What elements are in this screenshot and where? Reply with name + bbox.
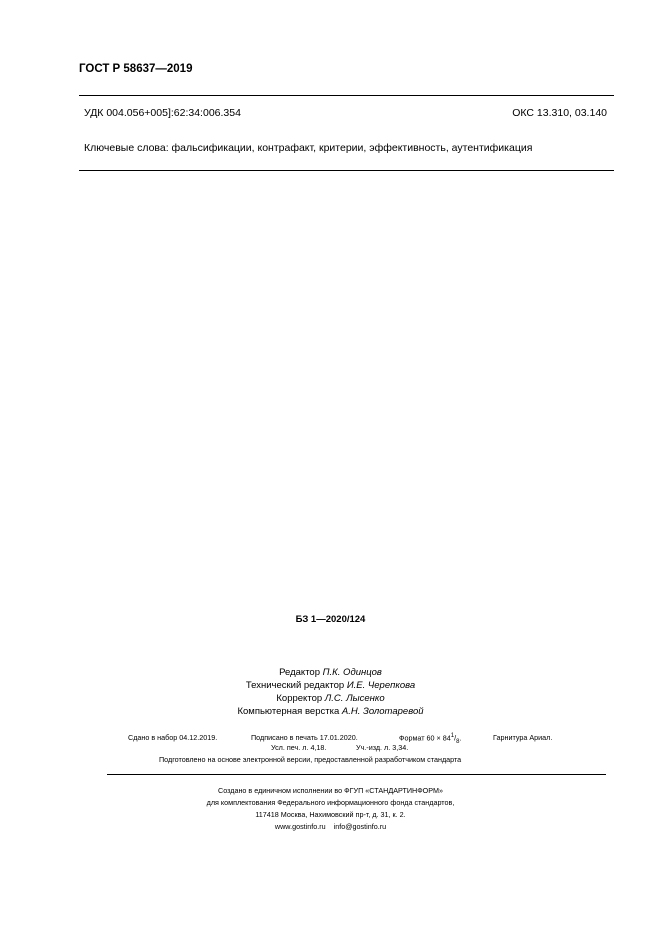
format-numerator: 1: [450, 733, 455, 739]
credit-name: А.Н. Золотаревой: [341, 706, 424, 717]
contacts-line: [0, 821, 661, 833]
credit-role: Компьютерная верстка: [237, 706, 340, 717]
oks-code: ОКС 13.310, 03.140: [512, 107, 607, 119]
email-link[interactable]: info@gostinfo.ru: [333, 822, 387, 831]
website-link[interactable]: www.gostinfo.ru: [274, 822, 326, 831]
credit-name: И.Е. Черепкова: [346, 680, 416, 691]
credits-block: [0, 666, 661, 718]
created-block: [0, 785, 661, 833]
credit-name: П.К. Одинцов: [322, 667, 382, 678]
udk-code: УДК 004.056+005]:62:34:006.354: [84, 107, 241, 119]
credit-layout: [0, 705, 661, 718]
created-line: Создано в единичном исполнении во ФГУП «СТАНДАРТИНФОРМ»: [218, 786, 443, 795]
top-divider: [79, 95, 614, 96]
pub-typeface: Гарнитура Ариал.: [493, 733, 553, 742]
footer-divider: [107, 774, 606, 775]
keywords: Ключевые слова: фальсификации, контрафакт, критерии, эффективность, аутентификация: [84, 142, 533, 154]
credit-role: Технический редактор: [245, 680, 345, 691]
credit-editor: [0, 666, 661, 679]
keywords-divider: [79, 170, 614, 171]
pub-format: Формат $60 \times 84^1/_8$.: [399, 733, 462, 745]
format-suffix: .: [459, 733, 462, 743]
pub-submitted: Сдано в набор 04.12.2019.: [128, 733, 218, 742]
pub-print-sheets: Усл. печ. л. 4,18.: [271, 743, 327, 752]
format-prefix: Формат 60 × 84: [399, 733, 451, 743]
standard-code: ГОСТ Р 58637—2019: [79, 63, 193, 75]
bz-number: БЗ 1—2020/124: [295, 614, 366, 625]
credit-corrector: [0, 692, 661, 705]
pub-edit-sheets: Уч.-изд. л. 3,34.: [356, 743, 409, 752]
credit-role: Корректор: [276, 693, 323, 704]
format-denominator: 8: [456, 738, 460, 745]
pub-prepared: Подготовлено на основе электронной версии, предоставленной разработчиком стандарта: [159, 755, 462, 764]
credit-name: Л.С. Лысенко: [324, 693, 385, 704]
credit-role: Редактор: [279, 667, 321, 678]
pub-signed: Подписано в печать 17.01.2020.: [251, 733, 358, 742]
credit-tech-editor: [0, 679, 661, 692]
created-line: 117418 Москва, Нахимовский пр-т, д. 31, к. 2.: [255, 810, 406, 819]
created-line: для комплектования Федерального информационного фонда стандартов,: [206, 798, 455, 807]
